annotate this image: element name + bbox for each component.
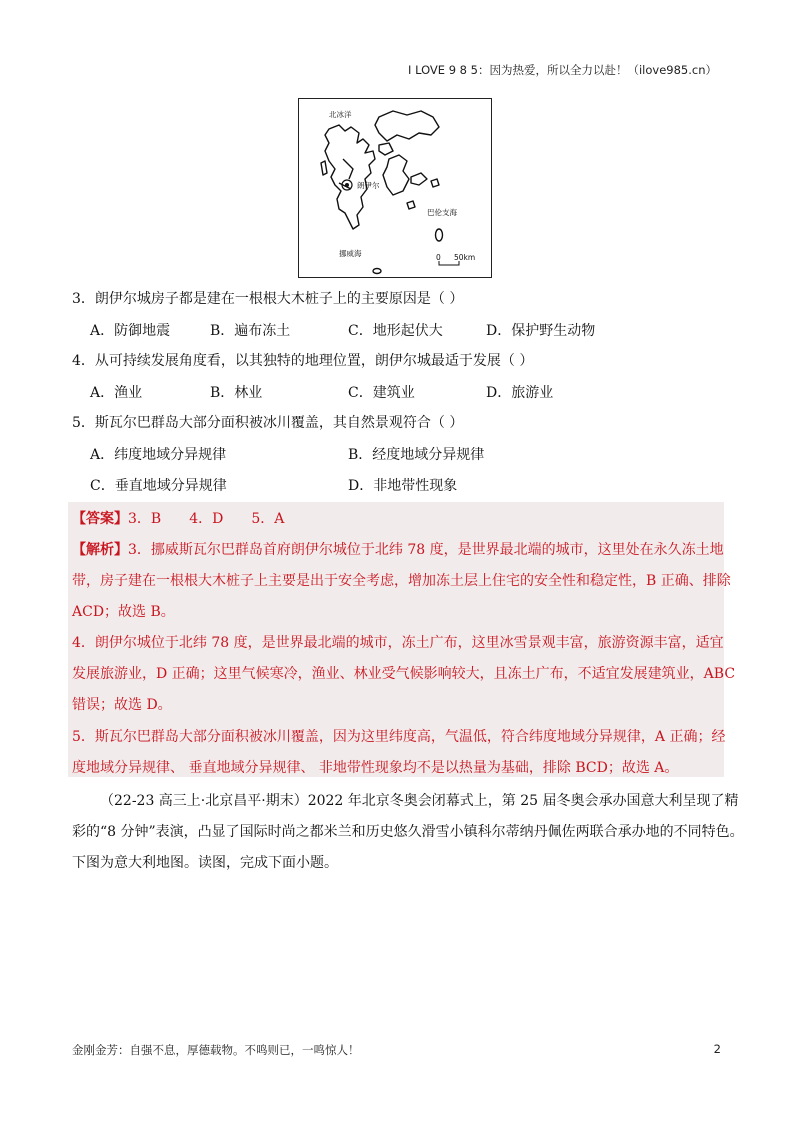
intro-line-1: （22-23 高三上·北京昌平·期末）2022 年北京冬奥会闭幕式上，第 25 届冬奥会承办国意大利呈现了精 <box>100 793 739 809</box>
svalbard-map-drawing <box>299 99 491 277</box>
small-island-east <box>431 179 439 187</box>
barentsoya-outline <box>379 143 393 155</box>
question-5-option-c: C．垂直地域分异规律 <box>90 478 227 494</box>
analysis-line-8: 度地域分异规律、 垂直地域分异规律、 非地带性现象均不是以热量为基础，排除 BCD；故选 A。 <box>72 760 679 776</box>
svalbard-map <box>298 98 492 278</box>
analysis-line-1: 【解析】3．挪威斯瓦尔巴群岛首府朗伊尔城位于北纬 78 度，是世界最北端的城市，这里处在永久冻土地 <box>72 542 724 558</box>
question-4-stem: 4．从可持续发展角度看，以其独特的地理位置，朗伊尔城最适于发展（ ） <box>72 353 534 369</box>
analysis-tag: 【解析】 <box>72 542 128 558</box>
answer-text: 3．B 4．D 5．A <box>128 511 285 527</box>
hopen-island <box>436 229 443 241</box>
question-4-option-c: C．建筑业 <box>348 385 415 401</box>
analysis-line-7: 5．斯瓦尔巴群岛大部分面积被冰川覆盖，因为这里纬度高，气温低，符合纬度地域分异规律，A 正确；经 <box>72 729 726 745</box>
label-longyearbyen: 朗伊尔 <box>357 181 380 190</box>
small-island-2 <box>407 201 415 209</box>
nordaustlandet-outline <box>375 111 439 141</box>
question-3-stem: 3．朗伊尔城房子都是建在一根根大木桩子上的主要原因是（ ） <box>72 291 464 307</box>
intro-line-2: 彩的“8 分钟”表演，凸显了国际时尚之都米兰和历史悠久滑雪小镇科尔蒂纳丹佩佐两联合承办地的不同特色。 <box>72 824 744 840</box>
page-number: 2 <box>713 1042 721 1056</box>
question-3-option-b: B．遍布冻土 <box>210 323 291 339</box>
question-3-option-d: D．保护野生动物 <box>486 323 596 339</box>
forland-island <box>321 161 327 175</box>
analysis-line-5: 发展旅游业，D 正确；这里气候寒冷，渔业、林业受气候影响较大，且冻土广布，不适宜发展建筑业，ABC <box>72 666 736 682</box>
edgeoya-outline <box>383 155 409 195</box>
question-3-option-a: A．防御地震 <box>90 323 171 339</box>
question-5-stem: 5．斯瓦尔巴群岛大部分面积被冰川覆盖，其自然景观符合（ ） <box>72 415 464 431</box>
answer-line <box>72 508 284 528</box>
analysis-line-6: 错误；故选 D。 <box>72 697 172 713</box>
bjornoya-island <box>373 269 381 274</box>
question-4-option-b: B．林业 <box>210 385 263 401</box>
analysis-line-4: 4．朗伊尔城位于北纬 78 度，是世界最北端的城市，冻土广布，这里冰雪景观丰富，旅游资源丰富，适宜 <box>72 635 724 651</box>
answer-tag: 【答案】 <box>72 511 128 527</box>
intro-line-3: 下图为意大利地图。读图，完成下面小题。 <box>72 855 338 871</box>
question-5-option-a: A．纬度地域分异规律 <box>90 447 227 463</box>
question-4-option-d: D．旅游业 <box>486 385 554 401</box>
page-header: I LOVE 9 8 5：因为热爱，所以全力以赴！（ilove985.cn） <box>408 63 717 77</box>
scale-distance: 50km <box>454 253 476 262</box>
label-norwegian-sea: 挪威海 <box>339 249 362 258</box>
analysis-line-3: ACD；故选 B。 <box>72 604 175 620</box>
footer-motto: 金刚金芳：自强不息，厚德载物。不鸣则已，一鸣惊人！ <box>72 1043 360 1057</box>
label-arctic-ocean: 北冰洋 <box>329 110 352 119</box>
kong-karls-land <box>411 173 427 185</box>
question-3-option-c: C．地形起伏大 <box>348 323 443 339</box>
question-5-option-b: B．经度地域分异规律 <box>348 447 485 463</box>
scale-zero: 0 <box>436 253 441 262</box>
question-4-option-a: A．渔业 <box>90 385 143 401</box>
analysis-line-2: 带，房子建在一根根大木桩子上主要是出于安全考虑，增加冻土层上住宅的安全性和稳定性，B 正确、排除 <box>72 573 731 589</box>
question-5-option-d: D．非地带性现象 <box>348 478 458 494</box>
label-barents-sea: 巴伦支海 <box>427 208 457 217</box>
